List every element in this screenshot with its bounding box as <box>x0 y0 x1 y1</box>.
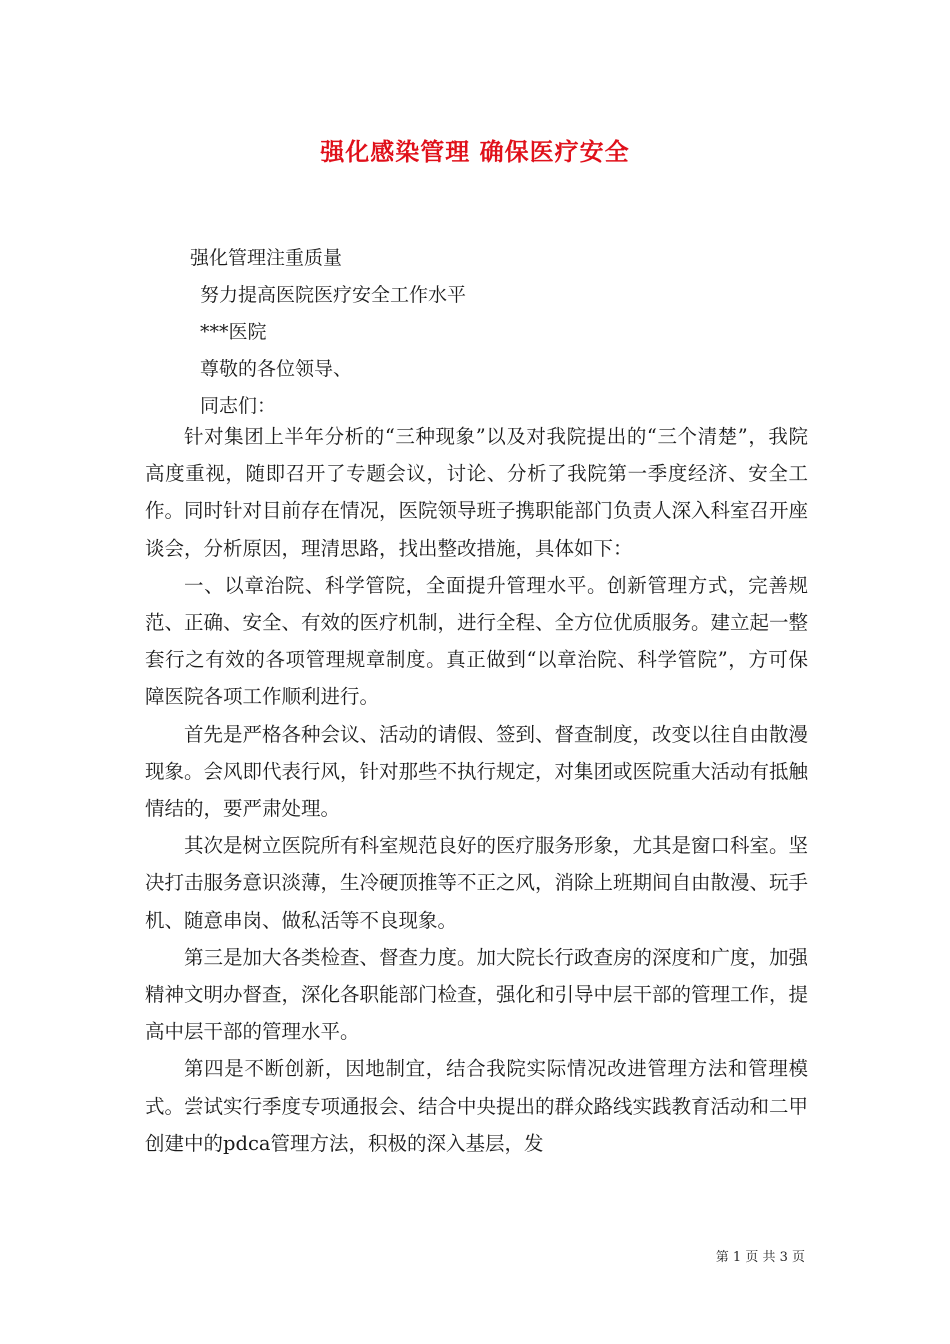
page-number: 第 1 页 共 3 页 <box>715 1250 805 1265</box>
paragraph: 针对集团上半年分析的“三种现象”以及对我院提出的“三个清楚”，我院高度重视，随即召开了专题会议，讨论、分析了我院第一季度经济、安全工作。同时针对目前存在情况，医院领导班子携职能部门负责人深入科室召开座谈会，分析原因，理清思路，找出整改措施，具体如下： <box>145 425 809 560</box>
header-line-theme: 努力提高医院医疗安全工作水平 <box>200 284 467 306</box>
document-body <box>145 418 808 1162</box>
page-title: 强化感染管理 确保医疗安全 <box>320 137 630 166</box>
header-line-salutation: 尊敬的各位领导、 <box>200 358 353 380</box>
header-line-subtitle: 强化管理注重质量 <box>190 247 343 269</box>
header-block <box>190 240 466 425</box>
paragraph: 第三是加大各类检查、督查力度。加大院长行政查房的深度和广度，加强精神文明办督查，深化各职能部门检查，强化和引导中层干部的管理工作，提高中层干部的管理水平。 <box>145 945 809 1044</box>
paragraph: 一、以章治院、科学管院，全面提升管理水平。创新管理方式，完善规范、正确、安全、有效的医疗机制，进行全程、全方位优质服务。建立起一整套行之有效的各项管理规章制度。真正做到“以章治院、科学管院”，方可保障医院各项工作顺利进行。 <box>145 573 809 709</box>
header-line-organization: ***医院 <box>200 321 267 343</box>
paragraph: 其次是树立医院所有科室规范良好的医疗服务形象，尤其是窗口科室。坚决打击服务意识淡薄，生冷硬顶推等不正之风，消除上班期间自由散漫、玩手机、随意串岗、做私活等不良现象。 <box>145 834 809 932</box>
paragraph: 首先是严格各种会议、活动的请假、签到、督查制度，改变以往自由散漫现象。会风即代表行风，针对那些不执行规定，对集团或医院重大活动有抵触情结的，要严肃处理。 <box>145 722 809 821</box>
header-line-greeting: 同志们： <box>200 395 277 417</box>
paragraph: 第四是不断创新，因地制宜，结合我院实际情况改进管理方法和管理模式。尝试实行季度专项通报会、结合中央提出的群众路线实践教育活动和二甲创建中的pdca管理方法，积极的深入基层，发 <box>145 1057 809 1155</box>
